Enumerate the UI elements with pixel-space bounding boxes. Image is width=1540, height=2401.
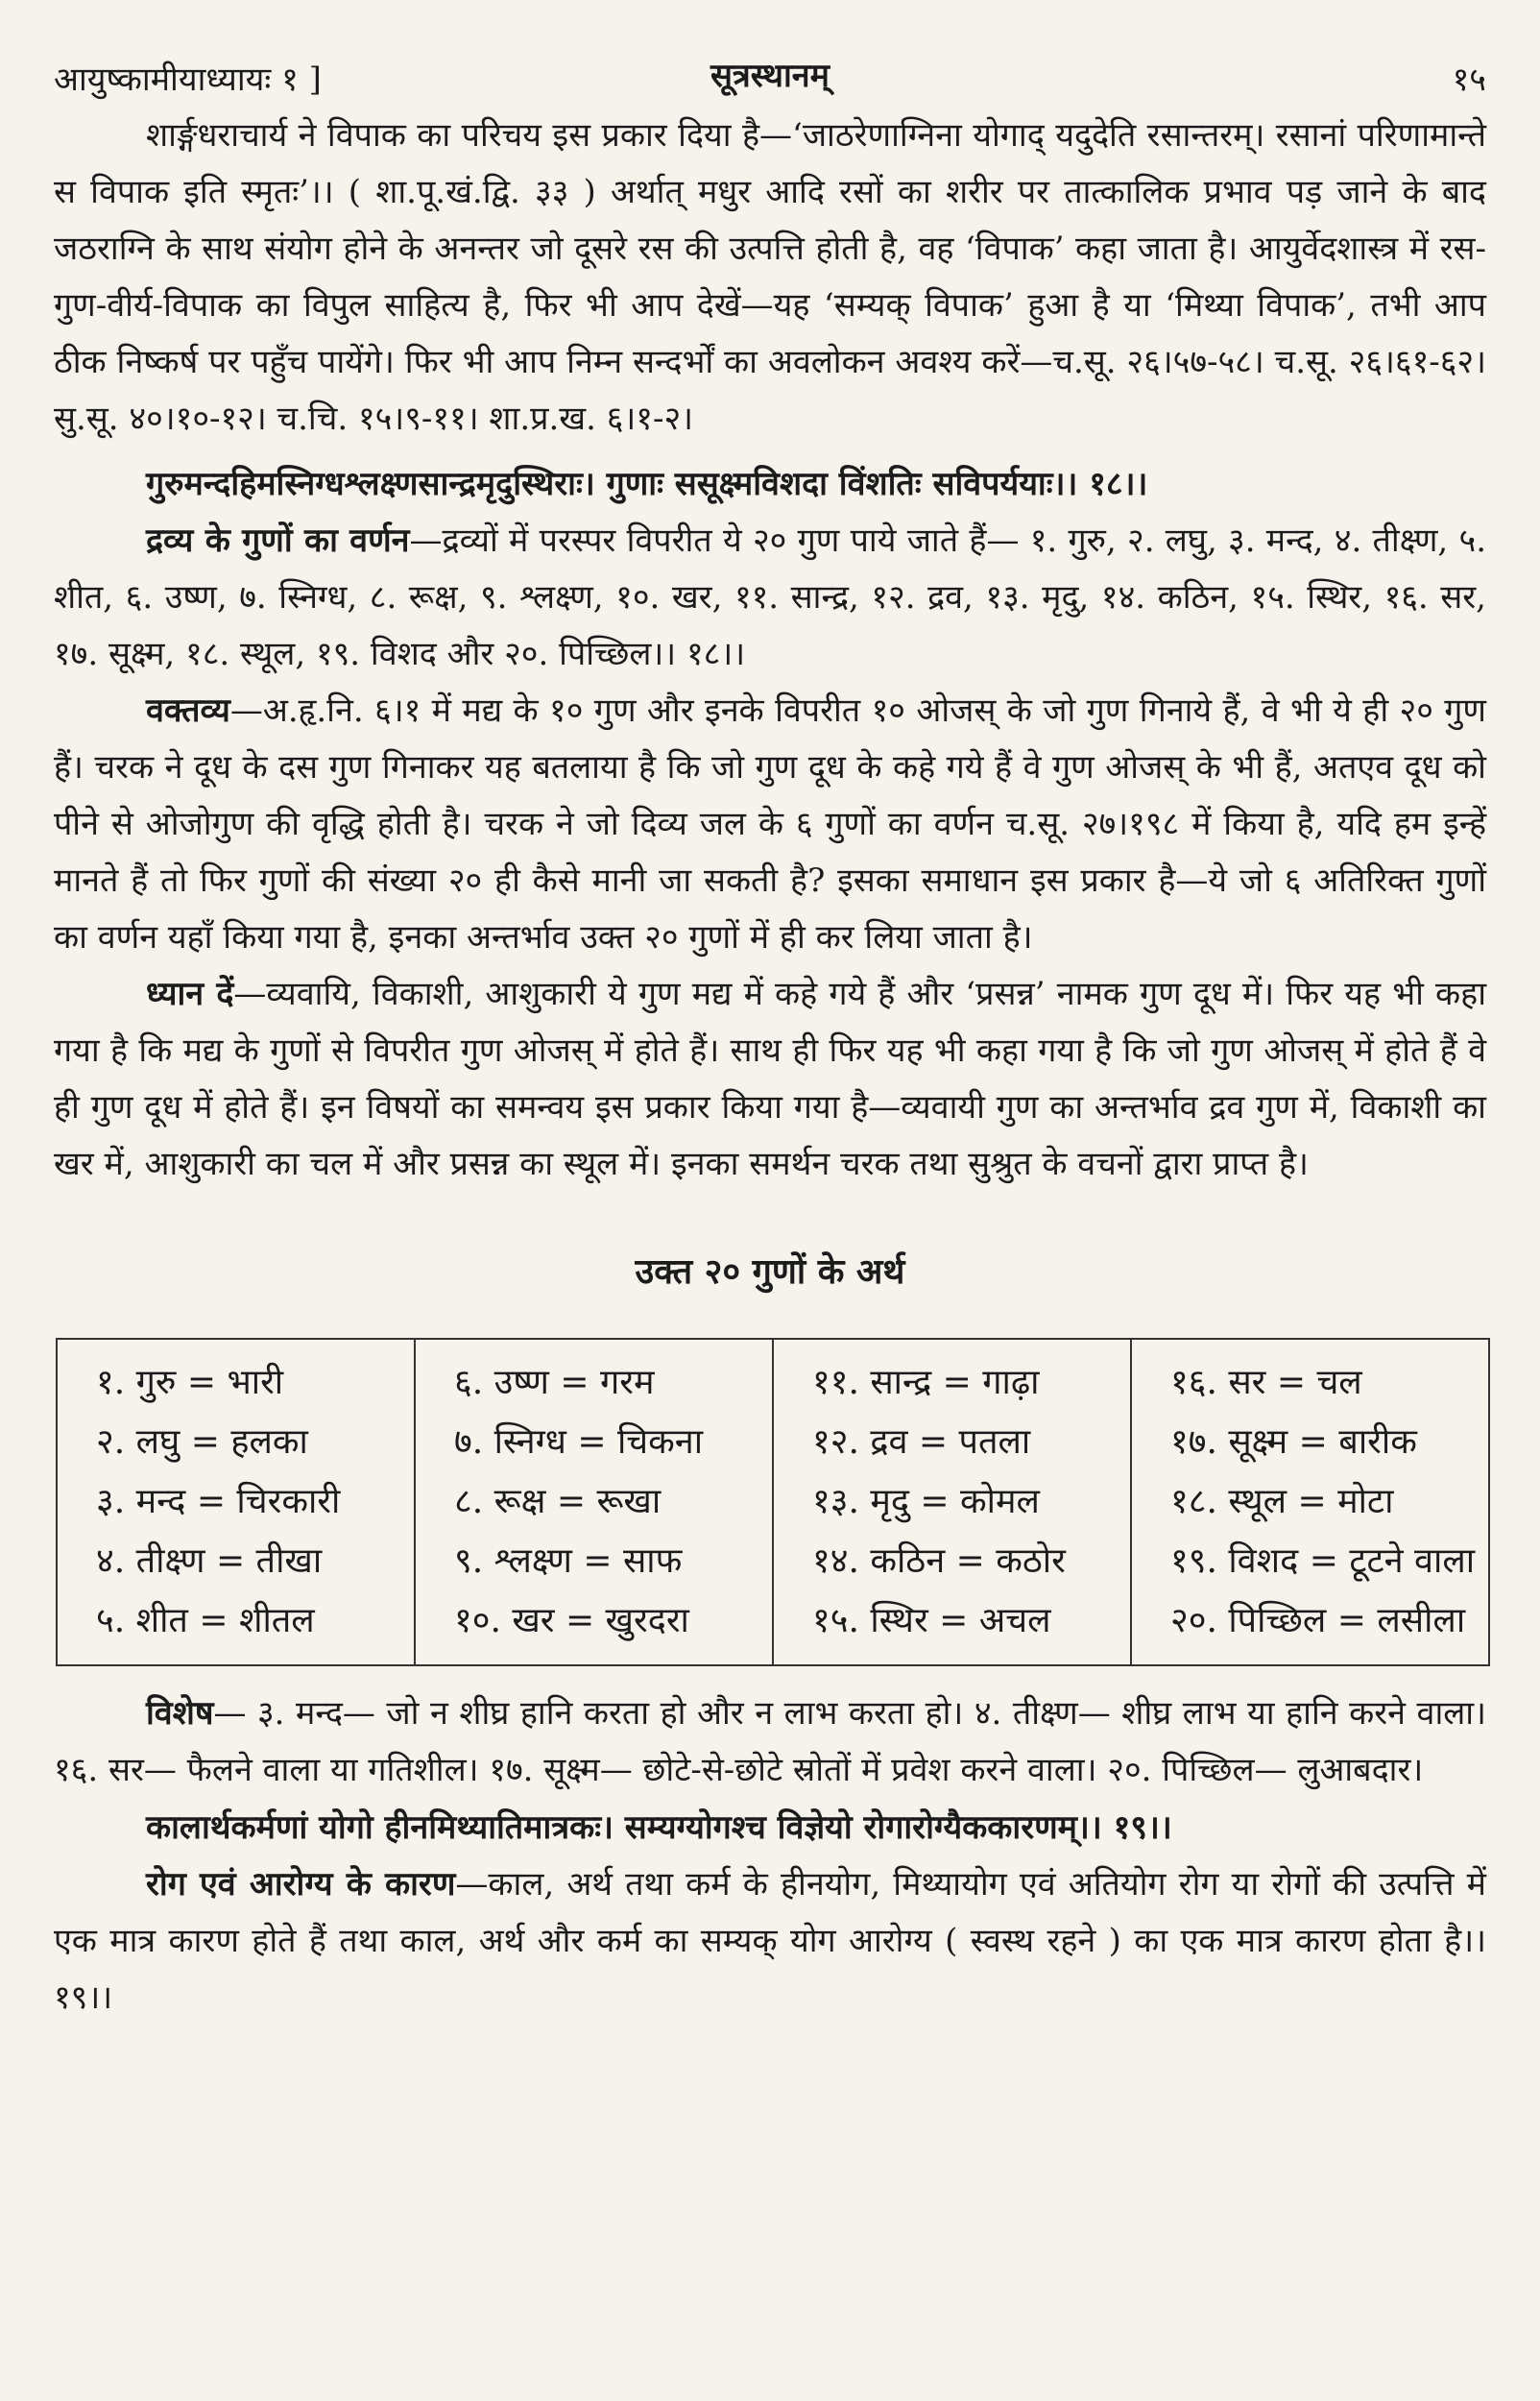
paragraph-heading: द्रव्य के गुणों का वर्णन xyxy=(146,521,410,560)
table-column xyxy=(773,1339,1131,1665)
table-column xyxy=(57,1339,415,1665)
table-cell: ११. सान्द्र = गाढ़ा xyxy=(812,1363,1040,1402)
paragraph-rog-arogya xyxy=(54,1856,1486,2026)
paragraph-heading: ध्यान दें xyxy=(146,975,234,1013)
table-cell: ४. तीक्ष्ण = तीखा xyxy=(96,1541,323,1581)
table-cell: १२. द्रव = पतला xyxy=(812,1422,1031,1462)
gunas-table xyxy=(56,1338,1490,1666)
table-cell: १४. कठिन = कठोर xyxy=(812,1541,1066,1581)
table-cell: ६. उष्ण = गरम xyxy=(454,1363,655,1402)
paragraph-vipaka: शार्ङ्गधराचार्य ने विपाक का परिचय इस प्रकार दिया है—‘जाठरेणाग्निना योगाद् यदुदेति रसान्तरम्। रसानां परिणामान्ते स विपाक इति स्मृतः’।। ( शा.पू.खं.द्वि. ३३ ) अर्थात् मधुर आदि रसों का शरीर पर तात्कालिक प्रभाव पड़ जाने के बाद जठराग्नि के साथ संयोग होने के अनन्तर जो दूसरे रस की उत्पत्ति होती है, वह ‘विपाक’ कहा जाता है। आयुर्वेदशास्त्र में रस-गुण-वीर्य-विपाक का विपुल साहित्य है, फिर भी आप देखें—यह ‘सम्यक् विपाक’ हुआ है या ‘मिथ्या विपाक’, तभी आप ठीक निष्कर्ष पर पहुँच पायेंगे। फिर भी आप निम्न सन्दर्भों का अवलोकन अवश्य करें—च.सू. २६।५७-५८। च.सू. २६।६१-६२। सु.सू. ४०।१०-१२। च.चि. १५।९-११। शा.प्र.ख. ६।१-२। xyxy=(54,116,1486,438)
table-cell: १९. विशद = टूटने वाला xyxy=(1170,1541,1476,1581)
section-title: सूत्रस्थानम् xyxy=(710,57,830,95)
table-cell: १३. मृदु = कोमल xyxy=(812,1482,1040,1521)
page-number: १५ xyxy=(1452,61,1486,99)
paragraph-vishesh xyxy=(54,1686,1486,1799)
paragraph-vaktavya xyxy=(54,683,1486,966)
table-cell: २०. पिच्छिल = लसीला xyxy=(1170,1601,1466,1640)
table-row xyxy=(57,1339,1489,1665)
table-cell: १६. सर = चल xyxy=(1170,1363,1362,1402)
table-cell: १८. स्थूल = मोटा xyxy=(1170,1482,1394,1521)
table-title: उक्त २० गुणों के अर्थ xyxy=(635,1251,905,1292)
table-cell: १५. स्थिर = अचल xyxy=(812,1601,1051,1640)
table-cell: ३. मन्द = चिरकारी xyxy=(96,1482,341,1521)
paragraph-body: — ३. मन्द— जो न शीघ्र हानि करता हो और न लाभ करता हो। ४. तीक्ष्ण— शीघ्र लाभ या हानि करने वाला। १६. सर— फैलने वाला या गतिशील। १७. सूक्ष्म— छोटे-से-छोटे स्रोतों में प्रवेश करने वाला। २०. पिच्छिल— लुआबदार। xyxy=(54,1694,1486,1789)
table-cell: २. लघु = हलका xyxy=(96,1422,308,1462)
verse-18: गुरुमन्दहिमस्निग्धश्लक्ष्णसान्द्रमृदुस्थिराः। गुणाः ससूक्ष्मविशदा विंशतिः सविपर्ययाः।। १८।। xyxy=(146,465,1148,503)
paragraph-body: —काल, अर्थ तथा कर्म के हीनयोग, मिथ्यायोग एवं अतियोग रोग या रोगों की उत्पत्ति में एक मात्र कारण होते हैं तथा काल, अर्थ और कर्म का सम्यक् योग आरोग्य ( स्वस्थ रहने ) का एक मात्र कारण होता है।। १९।। xyxy=(54,1865,1486,2017)
paragraph-heading: रोग एवं आरोग्य के कारण xyxy=(146,1865,456,1904)
table-cell: १. गुरु = भारी xyxy=(96,1363,284,1402)
table-cell: ८. रूक्ष = रूखा xyxy=(454,1482,662,1521)
table-column xyxy=(415,1339,773,1665)
paragraph-dhyan-dein xyxy=(54,966,1486,1193)
paragraph-body: —द्रव्यों में परस्पर विपरीत ये २० गुण पाये जाते हैं— १. गुरु, २. लघु, ३. मन्द, ४. तीक्ष्ण, ५. शीत, ६. उष्ण, ७. स्निग्ध, ८. रूक्ष, ९. श्लक्ष्ण, १०. खर, ११. सान्द्र, १२. द्रव, १३. मृदु, १४. कठिन, १५. स्थिर, १६. सर, १७. सूक्ष्म, १८. स्थूल, १९. विशद और २०. पिच्छिल।। १८।। xyxy=(54,521,1486,673)
paragraph-body: —अ.हृ.नि. ६।१ में मद्य के १० गुण और इनके विपरीत १० ओजस् के जो गुण गिनाये हैं, वे भी ये ही २० गुण हैं। चरक ने दूध के दस गुण गिनाकर यह बतलाया है कि जो गुण दूध के कहे गये हैं वे गुण ओजस् के भी हैं, अतएव दूध को पीने से ओजोगुण की वृद्धि होती है। चरक ने जो दिव्य जल के ६ गुणों का वर्णन च.सू. २७।१९८ में किया है, यदि हम इन्हें मानते हैं तो फिर गुणों की संख्या २० ही कैसे मानी जा सकती है? इसका समाधान इस प्रकार है—ये जो ६ अतिरिक्त गुणों का वर्णन यहाँ किया गया है, इनका अन्तर्भाव उक्त २० गुणों में ही कर लिया जाता है। xyxy=(54,691,1486,957)
table-cell: ५. शीत = शीतल xyxy=(96,1601,315,1640)
chapter-label: आयुष्कामीयाध्यायः १ ] xyxy=(54,61,322,99)
paragraph-dravya-gunas xyxy=(54,513,1486,683)
page-header xyxy=(54,38,1486,106)
table-cell: १०. खर = खुरदरा xyxy=(454,1601,689,1640)
verse-19: कालार्थकर्मणां योगो हीनमिथ्यातिमात्रकः। सम्यग्योगश्च विज्ञेयो रोगारोग्यैककारणम्।। १९।। xyxy=(146,1808,1172,1847)
paragraph-body: —व्यवायि, विकाशी, आशुकारी ये गुण मद्य में कहे गये हैं और ‘प्रसन्न’ नामक गुण दूध में। फिर यह भी कहा गया है कि मद्य के गुणों से विपरीत गुण ओजस् में होते हैं। साथ ही फिर यह भी कहा गया है कि जो गुण ओजस् में होते हैं वे ही गुण दूध में होते हैं। इन विषयों का समन्वय इस प्रकार किया गया है—व्यवायी गुण का अन्तर्भाव द्रव गुण में, विकाशी का खर में, आशुकारी का चल में और प्रसन्न का स्थूल में। इनका समर्थन चरक तथा सुश्रुत के वचनों द्वारा प्राप्त है। xyxy=(54,975,1486,1183)
paragraph-heading: विशेष xyxy=(146,1694,214,1733)
table-cell: १७. सूक्ष्म = बारीक xyxy=(1170,1422,1417,1462)
table-cell: ७. स्निग्ध = चिकना xyxy=(454,1422,704,1462)
table-cell: ९. श्लक्ष्ण = साफ xyxy=(454,1541,683,1581)
paragraph-heading: वक्तव्य xyxy=(146,691,230,730)
table-column xyxy=(1131,1339,1489,1665)
